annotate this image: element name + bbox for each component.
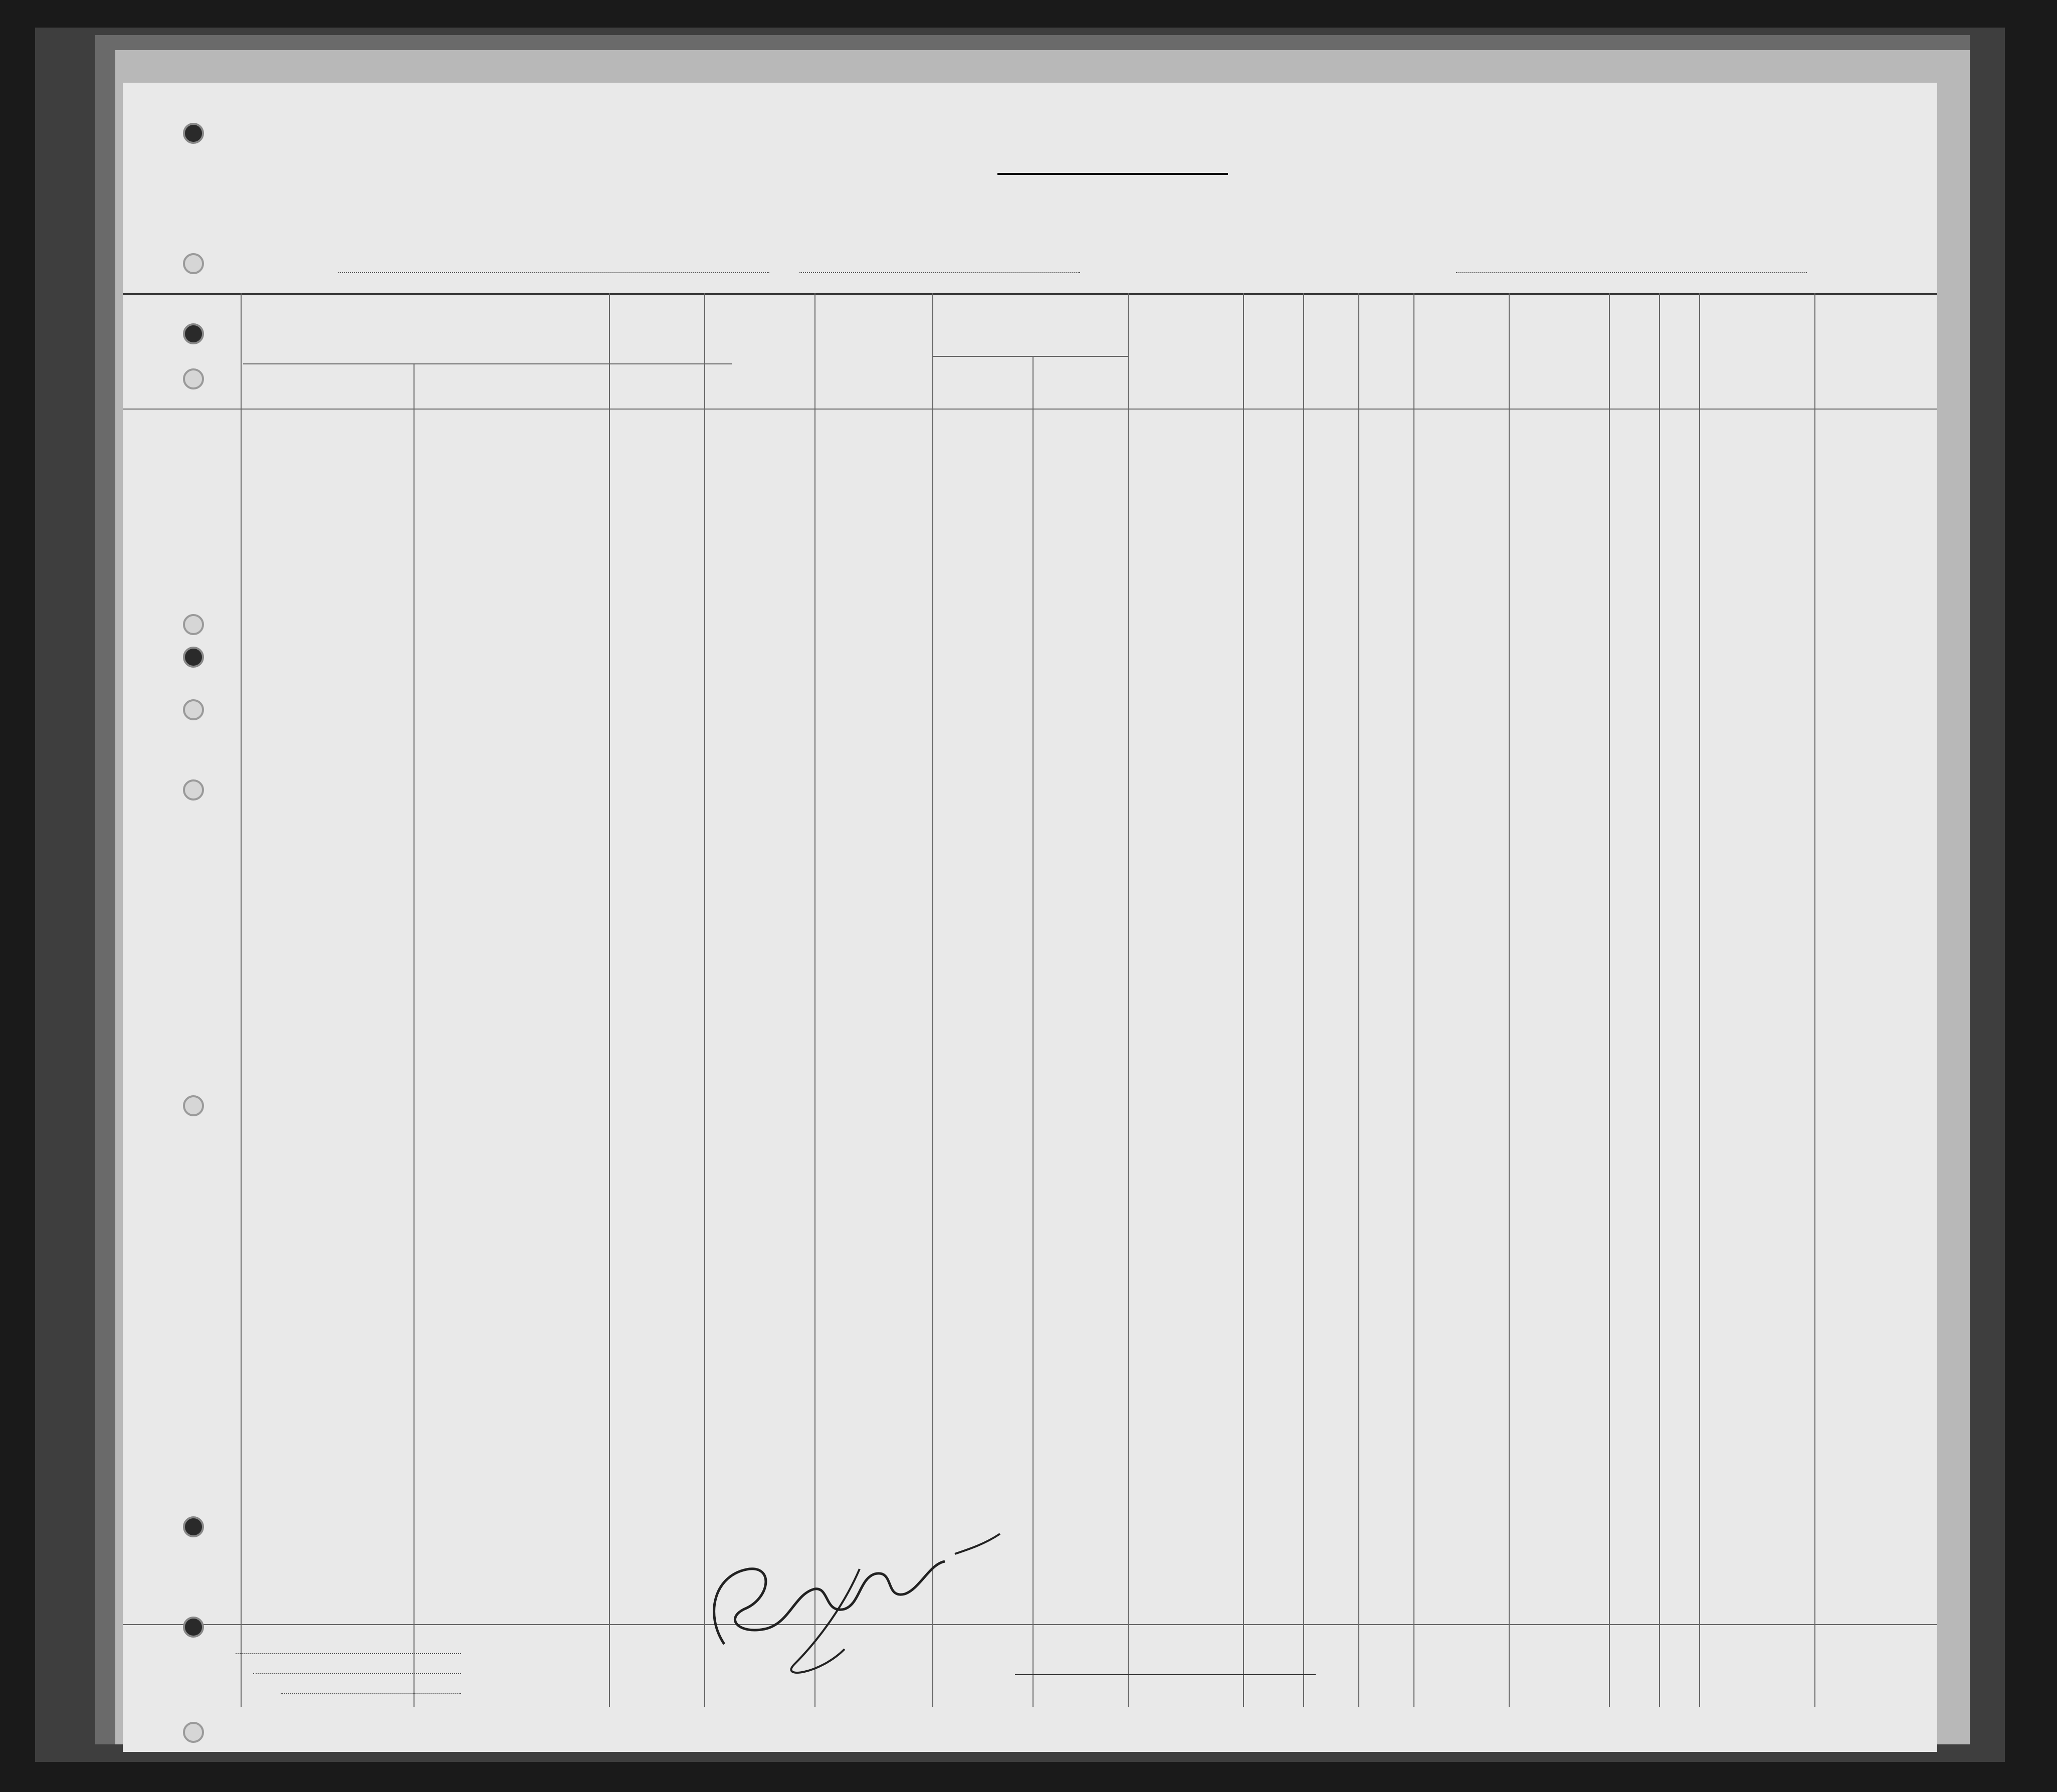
- punch-hole: [183, 614, 204, 635]
- header-bottom-border: [123, 409, 1937, 410]
- punch-hole: [183, 1617, 204, 1638]
- punch-hole: [183, 253, 204, 274]
- punch-hole: [183, 123, 204, 144]
- table-top-border: [123, 293, 1937, 295]
- punch-hole: [183, 1516, 204, 1537]
- punch-hole: [183, 1095, 204, 1116]
- punch-hole: [183, 323, 204, 344]
- inspector-signature: [694, 1514, 1145, 1684]
- punch-hole: [183, 779, 204, 801]
- punch-hole: [183, 699, 204, 720]
- punch-hole: [183, 647, 204, 668]
- title-underline: [997, 173, 1228, 175]
- punch-hole: [183, 1722, 204, 1743]
- punch-hole: [183, 368, 204, 389]
- manifest-page: [123, 83, 1937, 1752]
